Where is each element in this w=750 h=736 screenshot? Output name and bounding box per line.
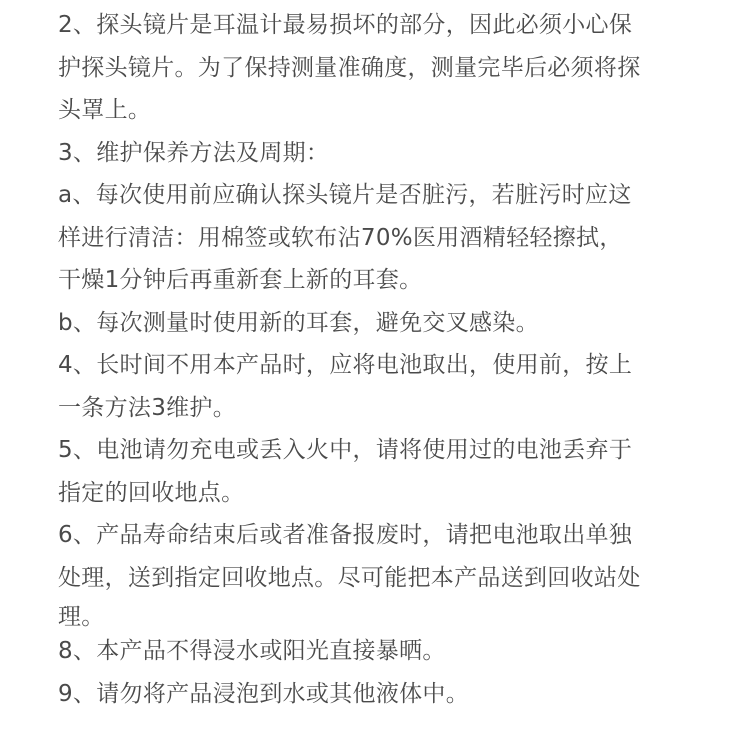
text-line: 6、产品寿命结束后或者准备报废时，请把电池取出单独 (58, 522, 633, 548)
text-line: 护探头镜片。为了保持测量准确度，测量完毕后必须将探 (58, 55, 641, 81)
text-line: 一条方法3维护。 (58, 395, 237, 421)
text-line: 3、维护保养方法及周期： (58, 140, 330, 166)
text-line: 5、电池请勿充电或丢入火中，请将使用过的电池丢弃于 (58, 437, 633, 463)
text-line: 干燥1分钟后再重新套上新的耳套。 (58, 267, 423, 293)
text-line: 处理，送到指定回收地点。尽可能把本产品送到回收站处 (58, 565, 641, 591)
text-line: 2、探头镜片是耳温计最易损坏的部分，因此必须小心保 (58, 12, 633, 38)
text-line: b、每次测量时使用新的耳套，避免交叉感染。 (58, 310, 539, 336)
text-line: 样进行清洁：用棉签或软布沾70%医用酒精轻轻擦拭， (58, 225, 623, 251)
text-line: 8、本产品不得浸水或阳光直接暴晒。 (58, 638, 446, 664)
text-line: 指定的回收地点。 (58, 480, 245, 506)
text-line: 9、请勿将产品浸泡到水或其他液体中。 (58, 681, 470, 707)
text-line: 理。 (58, 604, 105, 630)
text-line: 4、长时间不用本产品时，应将电池取出，使用前，按上 (58, 352, 633, 378)
text-line: a、每次使用前应确认探头镜片是否脏污，若脏污时应这 (58, 182, 632, 208)
text-line: 头罩上。 (58, 97, 152, 123)
